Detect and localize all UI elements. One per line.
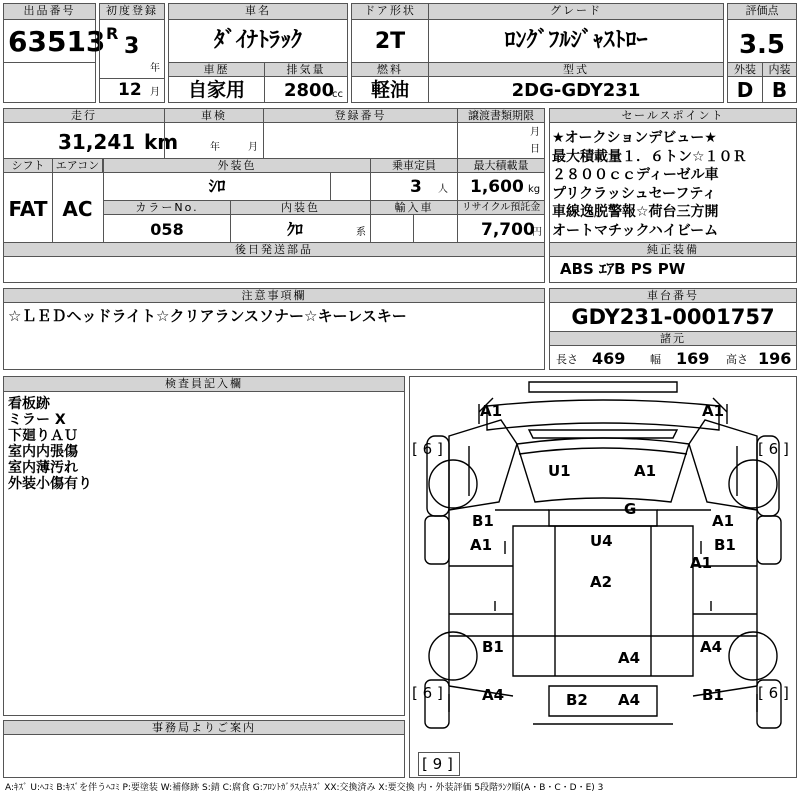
damage-mark: A1 — [634, 462, 657, 480]
width-label: 幅 — [650, 353, 661, 366]
later-parts-label: 後日発送部品 — [3, 242, 545, 257]
ext-color-label: 外装色 — [103, 158, 371, 173]
insp-month-unit: 月 — [248, 142, 258, 153]
transfer-day-unit: 日 — [530, 144, 540, 155]
mileage: 31,241 — [58, 130, 136, 154]
specs-label: 諸元 — [549, 331, 797, 346]
damage-mark: A4 — [482, 686, 505, 704]
shift-label: シフト — [3, 158, 53, 173]
inspector-line: 外装小傷有り — [8, 476, 92, 492]
capacity-unit: 人 — [438, 184, 448, 195]
damage-mark: B1 — [702, 686, 724, 704]
model-label: 型式 — [428, 62, 724, 77]
ext-color: ｼﾛ — [208, 177, 226, 197]
reg-no-label: 登録番号 — [263, 108, 458, 123]
damage-mark: B1 — [482, 638, 504, 656]
capacity: 3 — [410, 177, 422, 197]
damage-mark: A1 — [702, 402, 725, 420]
color-no: 058 — [150, 220, 184, 239]
max-load: 1,600 — [470, 177, 524, 197]
recycle: 7,700 — [481, 220, 535, 240]
displacement: 2800 — [284, 80, 335, 101]
model: 2DG-GDY231 — [511, 80, 641, 101]
sales-point-lines — [552, 129, 796, 240]
caution: ☆ＬＥＤヘッドライト☆クリアランスソナー☆キーレスキー — [8, 307, 407, 325]
grade-label: グレード — [428, 3, 724, 20]
equipment: ABS ｴｱB PS PW — [560, 260, 686, 278]
mileage-label: 走行 — [3, 108, 165, 123]
equipment-label: 純正装備 — [549, 242, 797, 257]
damage-mark: U4 — [590, 532, 613, 550]
height: 196 — [758, 349, 792, 368]
reg-month: 12 — [118, 80, 142, 100]
exterior-score: D — [736, 78, 754, 102]
recycle-unit: 円 — [532, 227, 542, 238]
mileage-unit: km — [144, 130, 179, 154]
score-label: 評価点 — [727, 3, 797, 20]
tire-mark-rear-left: [ 6 ] — [412, 684, 443, 702]
car-name-label: 車名 — [168, 3, 348, 20]
caution-label: 注意事項欄 — [3, 288, 545, 303]
sales-line: オートマチックハイビーム — [552, 222, 719, 239]
import-label: 輸入車 — [370, 200, 458, 215]
auction-number-label: 出品番号 — [3, 3, 96, 20]
history: 自家用 — [187, 79, 245, 101]
grade: ﾛﾝｸﾞﾌﾙｼﾞｬｽﾄﾛｰ — [504, 28, 648, 53]
auction-number: 63513 — [8, 25, 106, 58]
chassis-label: 車台番号 — [549, 288, 797, 303]
insp-year-unit: 年 — [210, 142, 220, 153]
int-color-label: 内装色 — [230, 200, 371, 215]
damage-mark: A4 — [700, 638, 723, 656]
damage-mark: U1 — [548, 462, 571, 480]
car-name: ﾀﾞｲﾅﾄﾗｯｸ — [213, 28, 302, 53]
inspector-line: 室内内張傷 — [8, 444, 78, 460]
inspector-lines — [8, 396, 92, 492]
office-label: 事務局よりご案内 — [3, 720, 405, 735]
recycle-label: リサイクル預託金 — [457, 200, 545, 215]
sales-point-label: セールスポイント — [549, 108, 797, 123]
length: 469 — [592, 349, 626, 368]
max-load-label: 最大積載量 — [457, 158, 545, 173]
score: 3.5 — [738, 30, 786, 60]
width: 169 — [676, 349, 710, 368]
damage-mark: A1 — [712, 512, 735, 530]
inspector-line: 看板跡 — [8, 396, 50, 412]
door: 2T — [374, 29, 406, 54]
displacement-label: 排気量 — [264, 62, 348, 77]
damage-mark: G — [624, 500, 637, 518]
reg-year: 3 — [124, 34, 140, 59]
month-unit: 月 — [150, 87, 160, 98]
damage-mark: A1 — [480, 402, 503, 420]
length-label: 長さ — [556, 353, 578, 366]
interior-score: B — [771, 78, 788, 102]
tire-mark-front-left: [ 6 ] — [412, 440, 443, 458]
history-label: 車歴 — [168, 62, 265, 77]
interior-label: 内装 — [762, 62, 797, 77]
year-unit: 年 — [150, 63, 160, 74]
damage-mark: B2 — [566, 691, 588, 709]
legend: A:ｷｽﾞ U:ﾍｺﾐ B:ｷｽﾞを伴うﾍｺﾐ P:要塗装 W:補修跡 S:錆 C:腐食 G:ﾌﾛﾝﾄｶﾞﾗｽ点ｷｽﾞ XX:交換済み X:要交換 内・外装評価 5段階ﾗﾝｸ順(A・B・C・D・E) 3 — [5, 783, 604, 793]
max-load-unit: kg — [528, 184, 541, 195]
first-registration-label: 初度登録 — [99, 3, 165, 20]
displacement-unit: cc — [332, 89, 343, 100]
damage-mark: A2 — [590, 573, 613, 591]
tire-mark-rear-right: [ 6 ] — [758, 684, 789, 702]
inspector-line: 室内薄汚れ — [8, 460, 78, 476]
sales-line: 最大積載量１．６トン☆１０Ｒ — [552, 148, 747, 165]
sales-line: ２８００ｃｃディーゼル車 — [552, 167, 719, 183]
exterior-label: 外装 — [727, 62, 763, 77]
damage-mark: A1 — [470, 536, 493, 554]
sales-line: プリクラッシュセーフティ — [552, 185, 717, 202]
sales-line: ★オークションデビュー★ — [552, 130, 717, 146]
damage-mark: B1 — [472, 512, 494, 530]
damage-mark: A4 — [618, 691, 641, 709]
damage-mark: B1 — [714, 536, 736, 554]
height-label: 高さ — [726, 353, 748, 366]
tire-mark-front-right: [ 6 ] — [758, 440, 789, 458]
era: R — [106, 24, 119, 43]
fuel: 軽油 — [370, 79, 409, 101]
damage-mark: A1 — [690, 554, 713, 572]
inspection-label: 車検 — [164, 108, 264, 123]
ac-label: エアコン — [52, 158, 103, 173]
chassis-number: GDY231-0001757 — [571, 305, 775, 329]
tire-mark-spare: [ 9 ] — [422, 755, 453, 773]
inspector-line: ミラー X — [8, 412, 66, 428]
inspector-label: 検査員記入欄 — [3, 376, 405, 392]
transfer-month-unit: 月 — [530, 127, 540, 138]
int-color: ｸﾛ — [286, 220, 303, 239]
shift: FAT — [8, 197, 48, 221]
sales-line: 車線逸脱警報☆荷台三方開 — [552, 204, 719, 220]
damage-mark: A4 — [618, 649, 641, 667]
transfer-label: 譲渡書類期限 — [457, 108, 545, 123]
ac: AC — [62, 197, 93, 221]
color-no-label: カラーNo. — [103, 200, 231, 215]
door-label: ドア形状 — [351, 3, 429, 20]
inspector-line: 下廻りＡＵ — [8, 428, 78, 444]
capacity-label: 乗車定員 — [370, 158, 458, 173]
fuel-label: 燃料 — [351, 62, 429, 77]
int-color-unit: 系 — [356, 227, 366, 238]
